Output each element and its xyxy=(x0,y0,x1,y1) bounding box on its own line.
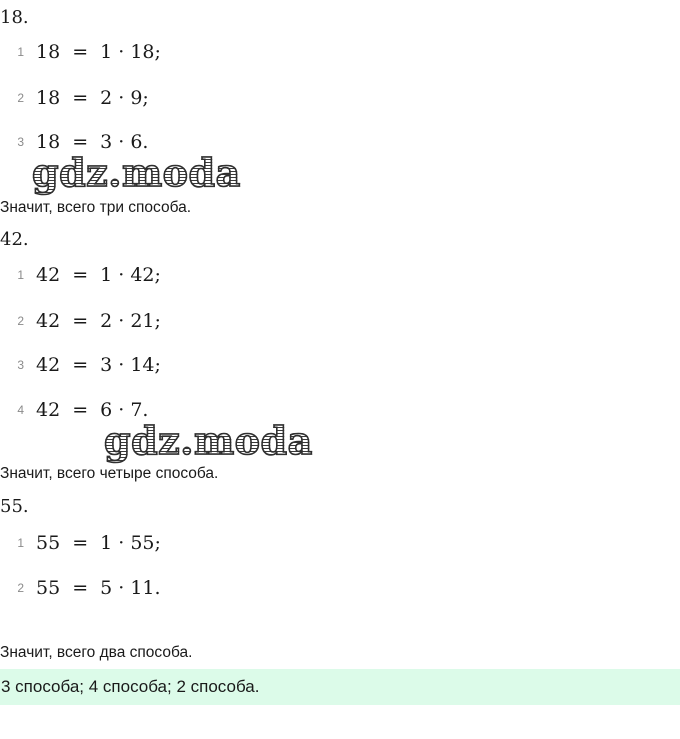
watermark-logo: gdz.moda xyxy=(32,150,241,195)
equation-row xyxy=(0,40,161,64)
answer-box xyxy=(0,669,680,705)
equation-row xyxy=(0,86,149,110)
equation-rhs: 3 · 6. xyxy=(100,131,149,153)
equation-number: 1 xyxy=(17,45,24,59)
equation-row xyxy=(0,353,161,377)
equation-number: 1 xyxy=(17,268,24,282)
equation-lhs: 18 xyxy=(36,41,61,63)
section-conclusion-18: Значит, всего три способа. xyxy=(0,199,192,216)
equation-number: 2 xyxy=(17,314,24,328)
equation-lhs: 42 xyxy=(36,310,61,332)
equation-rhs: 5 · 11. xyxy=(100,577,161,599)
equals-sign: = xyxy=(72,264,89,286)
equation-rhs: 1 · 55; xyxy=(100,532,161,554)
answer-text: 3 способа; 4 способа; 2 способа. xyxy=(1,677,260,696)
section-conclusion-55: Значит, всего два способа. xyxy=(0,644,193,661)
equals-sign: = xyxy=(72,577,89,599)
equation-row xyxy=(0,309,161,333)
equation-lhs: 18 xyxy=(36,131,61,153)
equation-lhs: 42 xyxy=(36,399,61,421)
section-heading-55: 55. xyxy=(0,496,29,517)
equals-sign: = xyxy=(72,131,89,153)
equation-lhs: 42 xyxy=(36,354,61,376)
equation-row xyxy=(0,576,161,600)
section-conclusion-42: Значит, всего четыре способа. xyxy=(0,465,219,482)
equation-row xyxy=(0,263,161,287)
equation-lhs: 55 xyxy=(36,577,61,599)
equals-sign: = xyxy=(72,41,89,63)
equation-number: 1 xyxy=(17,536,24,550)
section-heading-42: 42. xyxy=(0,229,29,250)
equation-rhs: 3 · 14; xyxy=(100,354,161,376)
equals-sign: = xyxy=(72,399,89,421)
equals-sign: = xyxy=(72,354,89,376)
equals-sign: = xyxy=(72,87,89,109)
equation-lhs: 55 xyxy=(36,532,61,554)
equation-number: 2 xyxy=(17,91,24,105)
equation-number: 3 xyxy=(17,358,24,372)
equation-number: 3 xyxy=(17,135,24,149)
equation-rhs: 1 · 18; xyxy=(100,41,161,63)
equation-number: 4 xyxy=(17,403,24,417)
equation-rhs: 6 · 7. xyxy=(100,399,149,421)
section-heading-18: 18. xyxy=(0,7,29,28)
equation-lhs: 42 xyxy=(36,264,61,286)
equals-sign: = xyxy=(72,532,89,554)
watermark-logo: gdz.moda xyxy=(104,418,313,463)
equation-row xyxy=(0,531,161,555)
equation-rhs: 2 · 9; xyxy=(100,87,149,109)
equation-lhs: 18 xyxy=(36,87,61,109)
equation-rhs: 2 · 21; xyxy=(100,310,161,332)
equation-number: 2 xyxy=(17,581,24,595)
equals-sign: = xyxy=(72,310,89,332)
equation-rhs: 1 · 42; xyxy=(100,264,161,286)
